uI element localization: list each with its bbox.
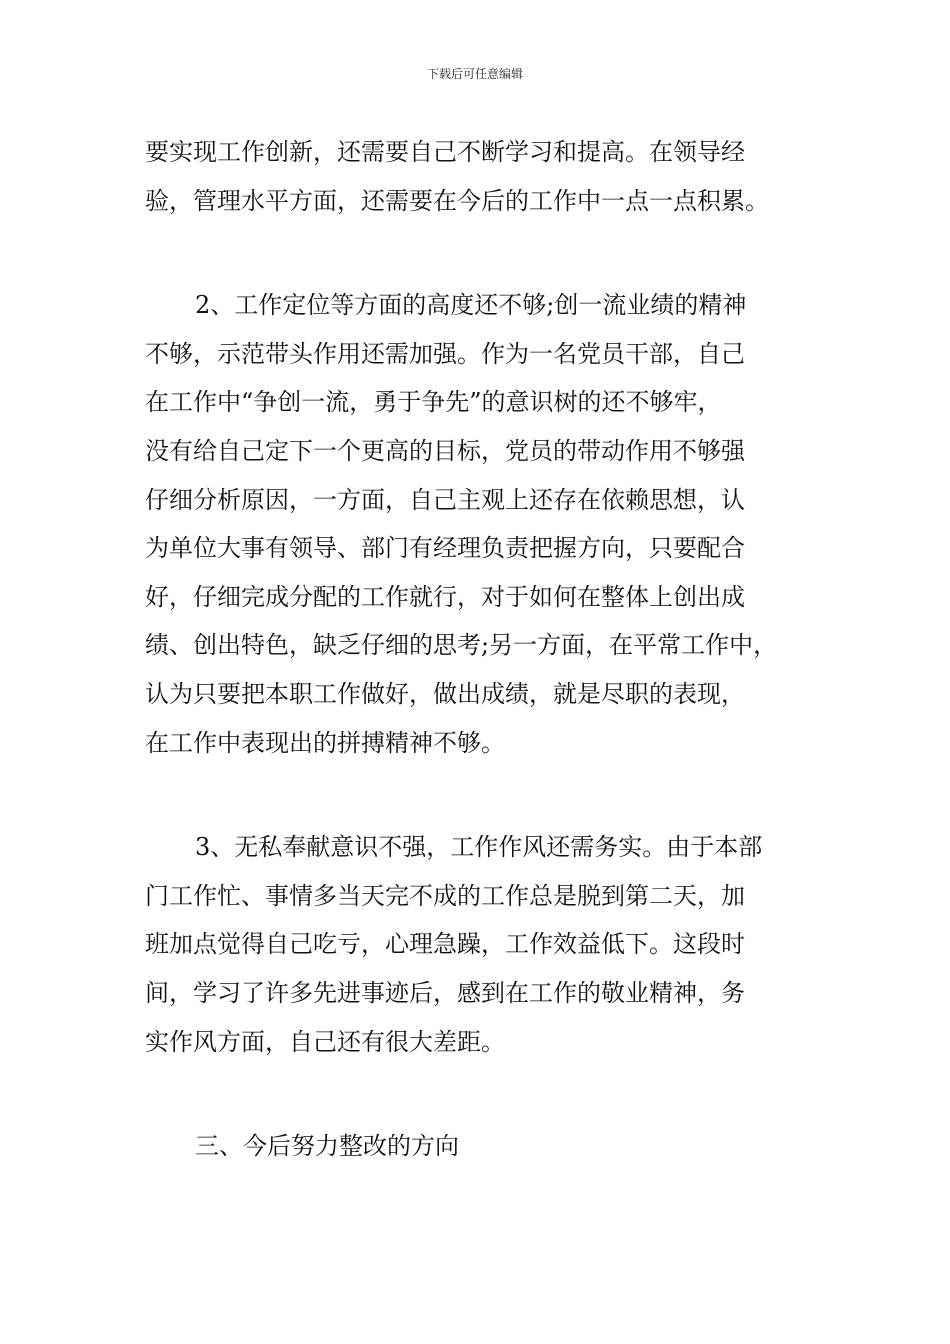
text-line: 2、工作定位等方面的高度还不够;创一流业绩的精神 (195, 291, 747, 320)
paragraph-item-2 (145, 281, 835, 767)
text-line: 在工作中表现出的拼搏精神不够。 (145, 728, 505, 757)
text-line: 3、无私奉献意识不强，工作作风还需务实。由于本部 (195, 833, 763, 862)
text-line: 实作风方面，自己还有很大差距。 (145, 1027, 505, 1056)
section-heading (145, 1122, 835, 1171)
text-line: 间，学习了许多先进事迹后，感到在工作的敬业精神，务 (145, 978, 745, 1007)
paragraph-item-3 (145, 823, 835, 1066)
paragraph-continuation (145, 128, 835, 225)
text-line: 不够，示范带头作用还需加强。作为一名党员干部，自己 (145, 339, 745, 368)
text-line: 绩、创出特色，缺乏仔细的思考;另一方面，在平常工作中， (145, 631, 778, 660)
page-header: 下载后可任意编辑 (426, 67, 523, 81)
text-line: 好，仔细完成分配的工作就行，对于如何在整体上创出成 (145, 582, 745, 611)
text-line: 班加点觉得自己吃亏，心理急躁，工作效益低下。这段时 (145, 930, 745, 959)
text-line: 没有给自己定下一个更高的目标，党员的带动作用不够强 (145, 436, 745, 465)
text-line: 验，管理水平方面，还需要在今后的工作中一点一点积累。 (145, 186, 769, 215)
text-line: 为单位大事有领导、部门有经理负责把握方向，只要配合 (145, 534, 745, 563)
document-body (145, 128, 835, 1227)
text-line: 仔细分析原因，一方面，自己主观上还存在依赖思想，认 (145, 485, 745, 514)
text-line: 认为只要把本职工作做好，做出成绩，就是尽职的表现， (145, 679, 745, 708)
text-line: 在工作中“争创一流，勇于争先”的意识树的还不够牢， (145, 388, 722, 417)
section-heading-text: 三、今后努力整改的方向 (195, 1132, 459, 1161)
text-line: 门工作忙、事情多当天完不成的工作总是脱到第二天，加 (145, 881, 745, 910)
text-line: 要实现工作创新，还需要自己不断学习和提高。在领导经 (145, 138, 745, 166)
